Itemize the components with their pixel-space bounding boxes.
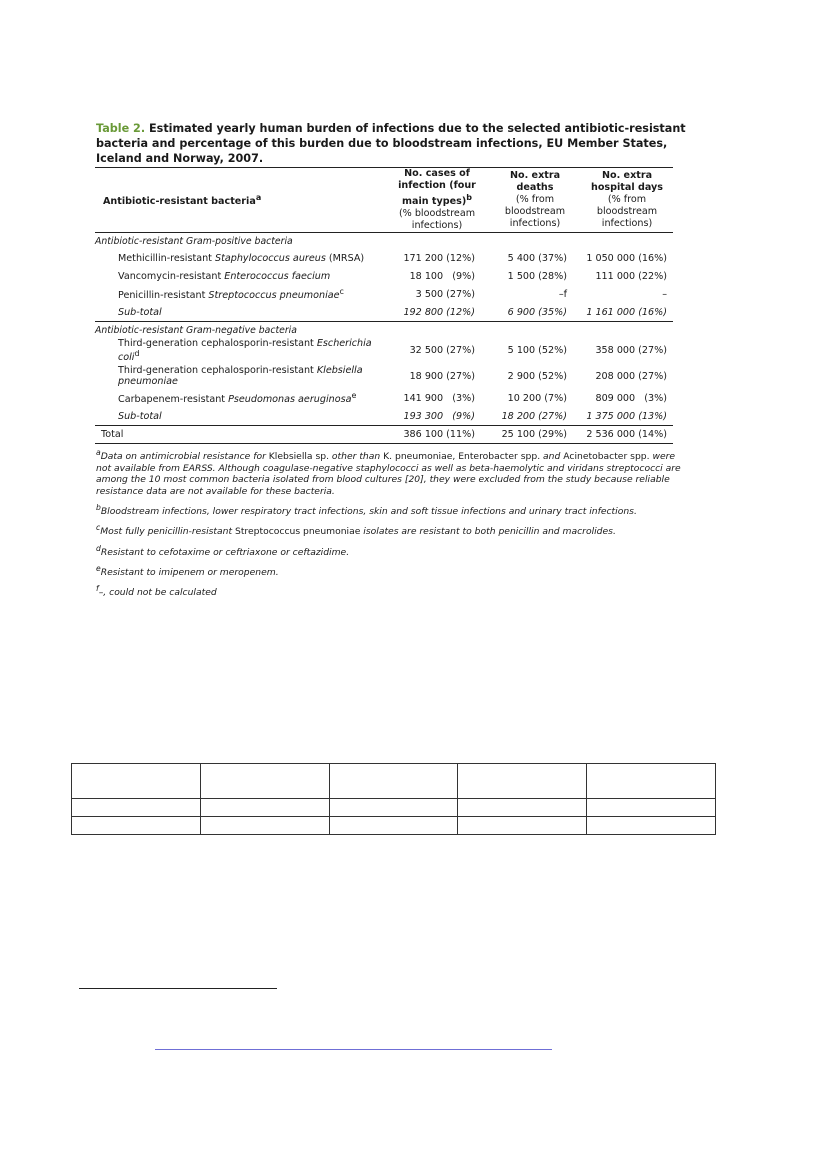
table-header-row (95, 168, 673, 233)
table-row: Vancomycin-resistant Enterococcus faecium 18 100 (9%) 1 500 (28%) 111 000 (22%) (118, 270, 667, 282)
empty-table (71, 763, 716, 835)
footnote-a: $^a$Data on antimicrobial resistance for Klebsiella sp. other than K. pneumoniae, Enterobacter spp. and Acinetobacter spp. were not available from EARSS. Although coagulase-negative staphylococci as well as beta-haemolytic and viridans streptococci are among the 10 most common bacteria isolated from blood cultures [20], they were excluded from the study because reliable resistance data are not available for these bacteria. (96, 448, 681, 497)
table-footnotes (96, 447, 681, 603)
header-hospital-days: No. extra hospital days (% from bloodstream infections) (581, 168, 673, 233)
header-cases: No. cases of infection (four main types)$^b$ (% bloodstream infections) (385, 168, 489, 233)
empty-table-row (72, 764, 716, 799)
table-label: Table 2. (96, 122, 146, 135)
footnote-f: $^f$–, could not be calculated (96, 584, 217, 599)
table-row: Third-generation cephalosporin-resistant Klebsiella pneumoniae 18 900 (27%) 2 900 (52%) 208 000 (27%) (118, 365, 667, 388)
section-row-gram-positive: Antibiotic-resistant Gram-positive bacteria (95, 235, 293, 247)
header-deaths: No. extra deaths (% from bloodstream infections) (489, 168, 581, 233)
table-row: Third-generation cephalosporin-resistant Escherichia coli$^d$ 32 500 (27%) 5 100 (52%) 358 000 (27%) (118, 338, 667, 364)
hyperlink-underline[interactable] (155, 1049, 552, 1050)
footnote-separator (79, 988, 277, 989)
empty-table-row (72, 799, 716, 817)
table-row: Penicillin-resistant Streptococcus pneumoniae$^c$ 3 500 (27%) –f – (118, 287, 667, 302)
footnote-e: $^e$Resistant to imipenem or meropenem. (96, 563, 279, 578)
burden-table (95, 167, 673, 444)
subtotal-row: Sub-total 193 300 (9%) 18 200 (27%) 1 375 000 (13%) (118, 410, 667, 422)
footnote-c: $^c$Most fully penicillin-resistant Streptococcus pneumoniae isolates are resistant to both penicillin and macrolides. (96, 523, 616, 538)
section-row-gram-negative: Antibiotic-resistant Gram-negative bacteria (95, 322, 673, 339)
table-row: Methicillin-resistant Staphylococcus aureus (MRSA) 171 200 (12%) 5 400 (37%) 1 050 000 (16%) (118, 252, 667, 264)
header-bacteria: Antibiotic-resistant bacteria$^a$ (95, 168, 385, 233)
table-caption (96, 121, 686, 166)
table-title: Estimated yearly human burden of infections due to the selected antibiotic-resistant bacteria and percentage of this burden due to bloodstream infections, EU Member States, Iceland and Norway, 2007. (96, 122, 686, 165)
subtotal-row: Sub-total 192 800 (12%) 6 900 (35%) 1 161 000 (16%) (118, 306, 667, 318)
table-row: Carbapenem-resistant Pseudomonas aeruginosa$^e$ 141 900 (3%) 10 200 (7%) 809 000 (3%) (118, 391, 667, 406)
footnote-b: $^b$Bloodstream infections, lower respiratory tract infections, skin and soft tissue infections and urinary tract infections. (96, 503, 637, 518)
total-row: Total 386 100 (11%) 25 100 (29%) 2 536 000 (14%) (95, 426, 673, 444)
empty-table-row (72, 817, 716, 835)
footnote-d: $^d$Resistant to cefotaxime or ceftriaxone or ceftazidime. (96, 543, 350, 558)
